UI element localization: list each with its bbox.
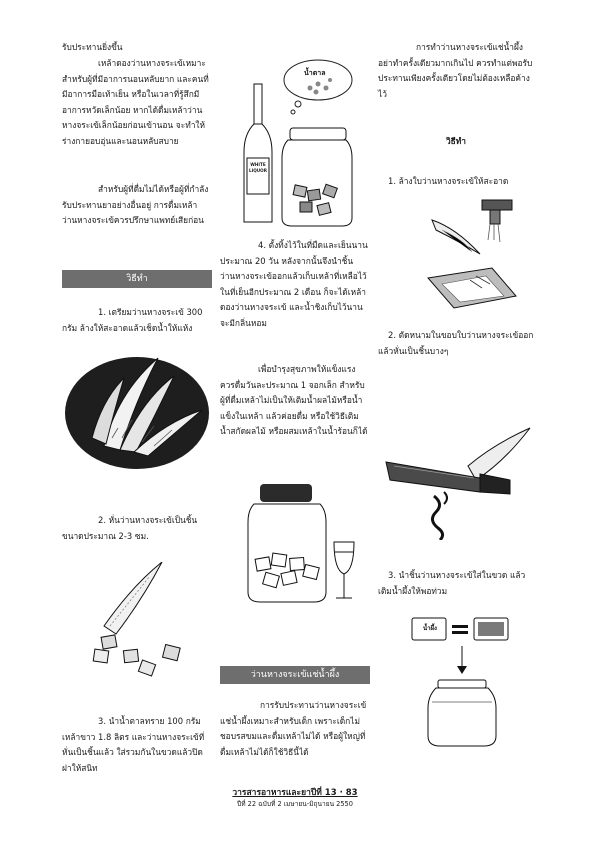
left-step-3: 3. นำน้ำตาลทราย 100 กรัม เหล้าขาว 1.8 ลิตร และว่านหางจระเข้ที่หั่นเป็นชิ้นแล้ว ใส่รวมกันในขวดแล้วปิดฝาให้สนิท [62,716,205,773]
left-paragraph-2: เหล้าดองว่านหางจระเข้เหมาะสำหรับผู้ที่มีอาการนอนหลับยาก และคนที่มีอาการมือเท้าเย็น หรือในเวลาที่รู้สึกมีอาการหวัดเล็กน้อย หากได้ดื่มเหล้าว่านหางจระเข้เล็กน้อยก่อนเข้านอน จะทำให้ร่างกายอบอุ่นและนอนหลับสบาย [62,58,209,146]
page-footer [220,787,370,809]
aloe-jar-and-glass-illustration [240,480,360,610]
right-method-heading: วิธีทำ [445,136,467,146]
honey-section-heading-bar [220,666,370,684]
footer-journal-line: วารสารอาหารและยาปีที่ 13 · 83 [232,788,358,798]
aloe-cut-pieces-illustration [88,562,198,682]
honey-label: น้ำผึ้ง [423,625,437,632]
footer-issue-line: ปีที่ 22 ฉบับที่ 2 เมษายน-มิถุนายน 2550 [237,800,353,808]
aloe-leaves-on-plate-illustration [62,338,212,478]
right-step-3: 3. นำชิ้นว่านหางจระเข้ใส่ในขวด แล้วเติมน้ำผึ้งให้พอท่วม [378,570,526,596]
left-step-1: 1. เตรียมว่านหางจระเข้ 300 กรัม ล้างให้สะอาดแล้วเช็ดน้ำให้แห้ง [62,307,203,333]
washing-aloe-faucet-illustration [420,196,538,314]
right-step-1: 1. ล้างใบว่านหางจระเข้ให้สะอาด [388,176,509,186]
sugar-label: น้ำตาล [304,69,326,77]
mid-honey-intro: การรับประทานว่านหางจระเข้แช่น้ำผึ้งเหมาะสำหรับเด็ก เพราะเด็กไม่ชอบรสขมและดื่มเหล้าไม่ได้ หรือผู้ใหญ่ที่ดื่มเหล้าไม่ได้ก็ใช้วิธีนี้ได้ [220,700,367,757]
mid-step-4: 4. ตั้งทิ้งไว้ในที่มืดและเย็นนานประมาณ 20 วัน หลังจากนั้นจึงนำชิ้นว่านหางจระเข้ออกแล้วเก็บเหล้าที่เหลือไว้ในที่เย็นอีกประมาณ 2 เดือน ก็จะได้เหล้าดองว่านหางจระเข้ และน้ำชิงเก็บไว้นานจะมีกลิ่นหอม [220,240,368,328]
left-paragraph-1: รับประทานยิ่งขึ้น [62,42,123,52]
left-method-heading-bar [62,270,212,288]
white-liquor-label: WHITE LIQUOR [249,162,267,173]
right-step-2: 2. ตัดหนามในขอบใบว่านหางจระเข้ออก แล้วหั่นเป็นชิ้นบางๆ [378,330,534,356]
left-paragraph-3: สำหรับผู้ที่ดื่มไม่ได้หรือผู้ที่กำลังรับประทานยาอย่างอื่นอยู่ การดื่มเหล้าว่านหางจระเข้ควรปรึกษาแพทย์เสียก่อน [62,184,209,226]
mid-paragraph-serving: เพื่อบำรุงสุขภาพให้แข็งแรงควรดื่มวันละประมาณ 1 จอกเล็ก สำหรับผู้ที่ดื่มเหล้าไม่เป็นให้เติมน้ำผลไม้หรือน้ำแข็งในเหล้า แล้วค่อยดื่ม หรือใช้วิธีเติมน้ำสกัดผลไม้ หรือผสมเหล้าในน้ำร้อนก็ได้ [220,364,368,437]
knife-slicing-aloe-illustration [384,422,534,540]
liquor-bottle-and-jar-illustration [238,54,356,234]
right-paragraph-1: การทำว่านหางจระเข้แช่น้ำผึ้ง อย่าทำครั้งเดียวมากเกินไป ควรทำแต่พอรับประทานเพียงครั้งเดียวโดยไม่ต้องเหลือค้างไว้ [378,42,533,99]
honey-section-heading: ว่านหางจระเข้แช่น้ำผึ้ง [250,670,340,680]
left-step-2: 2. หั่นว่านหางจระเข้เป็นชิ้นขนาดประมาณ 2-3 ซม. [62,515,198,541]
honey-jar-illustration [408,612,516,750]
left-method-heading: วิธีทำ [126,274,148,284]
